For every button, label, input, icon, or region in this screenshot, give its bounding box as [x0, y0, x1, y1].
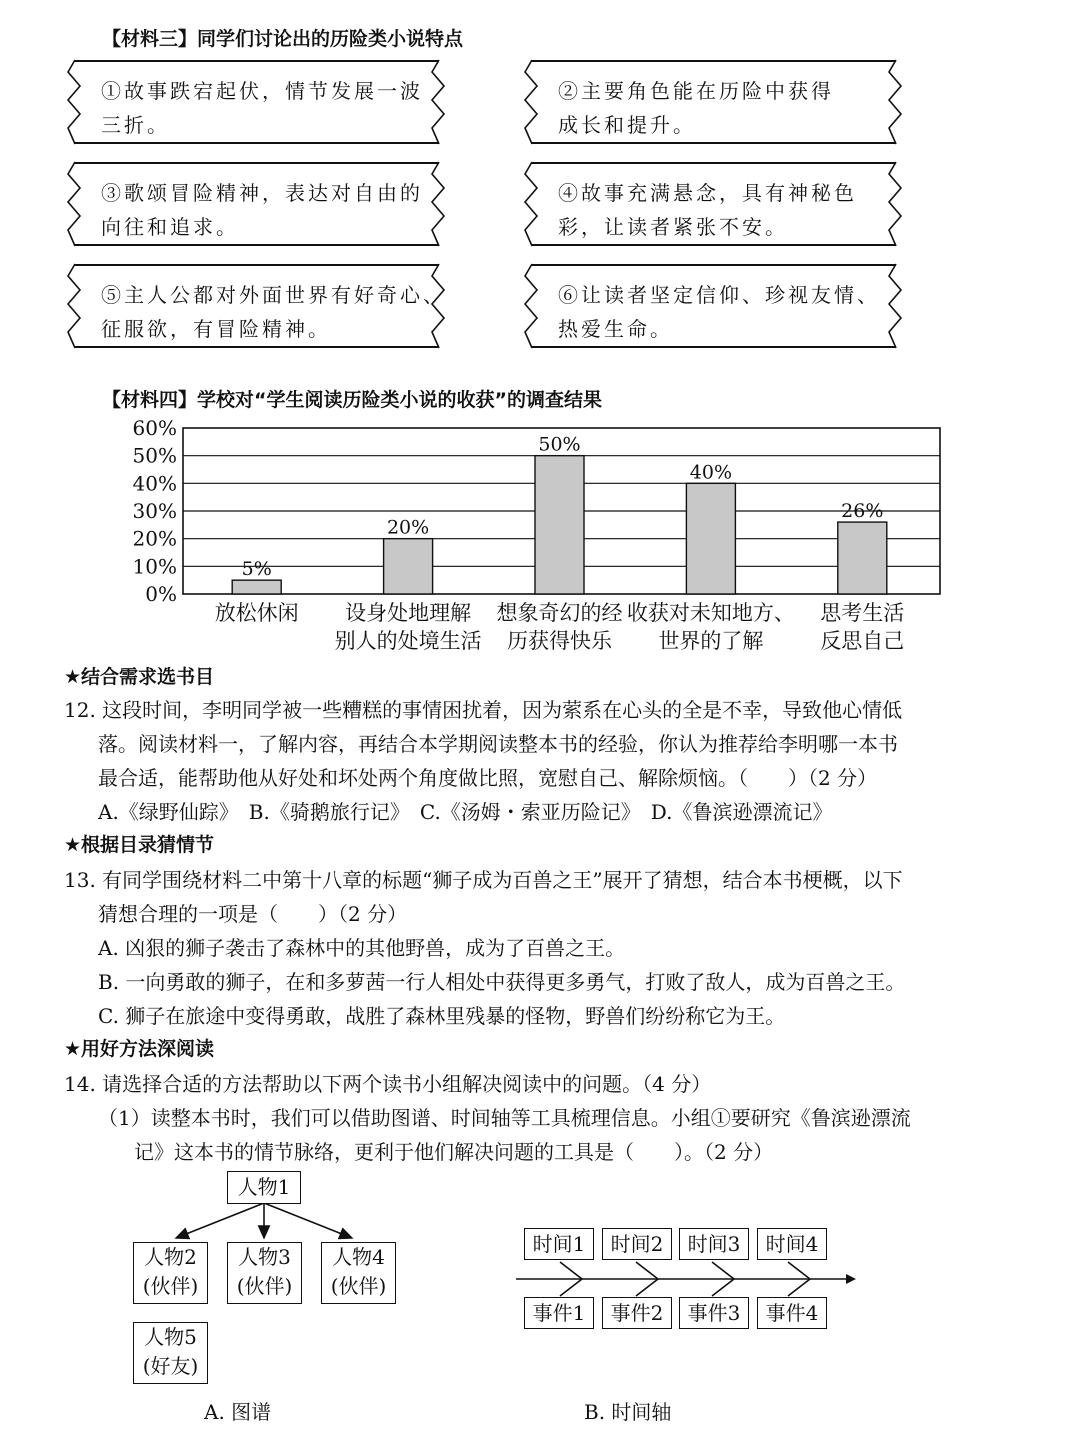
q14-line1: 14. 请选择合适的方法帮助以下两个读书小组解决阅读中的问题。（4 分）	[64, 1072, 712, 1096]
diagram-b-caption: B. 时间轴	[584, 1400, 672, 1424]
q14-sub1-line1: （1）读整本书时，我们可以借助图谱、时间轴等工具梳理信息。小组①要研究《鲁滨逊漂流	[98, 1106, 911, 1130]
x-category-label-line2: 别人的处境生活	[334, 629, 482, 653]
bar-value-label: 20%	[386, 516, 430, 539]
x-category-label: 放松休闲	[214, 601, 299, 625]
feature-card-line1: ①故事跌宕起伏，情节发展一波	[101, 79, 423, 103]
time-box-2: 时间2	[602, 1228, 672, 1260]
q13-line1: 13. 有同学围绕材料二中第十八章的标题“狮子成为百兽之王”展开了猜想，结合本书梗概，以下	[64, 868, 903, 892]
person-2-role: (伙伴)	[142, 1274, 199, 1298]
q13-option-a: A. 凶狠的狮子袭击了森林中的其他野兽，成为了百兽之王。	[98, 936, 626, 960]
bar-value-label: 40%	[689, 461, 733, 484]
material3-heading: 【材料三】同学们讨论出的历险类小说特点	[102, 28, 464, 50]
feature-card-line1: ④故事充满悬念，具有神秘色	[558, 181, 857, 205]
person-2-name: 人物2	[144, 1245, 197, 1269]
feature-card-line1: ⑤主人公都对外面世界有好奇心、	[101, 283, 446, 307]
q13-option-b: B. 一向勇敢的狮子，在和多萝茜一行人相处中获得更多勇气，打败了敌人，成为百兽之王。	[98, 970, 906, 994]
time-box-3: 时间3	[679, 1228, 749, 1260]
q12-options: A.《绿野仙踪》 B.《骑鹅旅行记》 C.《汤姆・索亚历险记》 D.《鲁滨逊漂流记》	[98, 800, 833, 824]
event-box-1: 事件1	[524, 1297, 594, 1329]
feature-card-line2: 征服欲，有冒险精神。	[101, 317, 331, 341]
q12-line2: 落。阅读材料一，了解内容，再结合本学期阅读整本书的经验，你认为推荐给李明哪一本书	[98, 732, 898, 756]
x-category-label: 收获对未知地方、	[626, 601, 795, 625]
person-5-role: (好友)	[142, 1354, 199, 1378]
bar-value-label: 50%	[538, 433, 581, 456]
y-tick-label: 40%	[132, 471, 177, 496]
feature-card-line2: 三折。	[101, 113, 170, 137]
person-3-name: 人物3	[238, 1245, 291, 1269]
section-title-deep-reading: ★用好方法深阅读	[64, 1038, 215, 1060]
feature-card-line2: 彩，让读者紧张不安。	[558, 215, 788, 239]
bar-value-label: 5%	[241, 558, 272, 581]
time-box-1: 时间1	[524, 1228, 594, 1260]
x-category-label: 设身处地理解	[345, 601, 472, 625]
person-4-role: (伙伴)	[330, 1274, 387, 1298]
feature-card-line1: ③歌颂冒险精神，表达对自由的	[101, 181, 423, 205]
y-tick-label: 60%	[132, 416, 177, 440]
section-title-select-books: ★结合需求选书目	[64, 666, 215, 688]
y-tick-label: 10%	[132, 554, 177, 579]
diagram-a-caption: A. 图谱	[204, 1400, 272, 1424]
person-5-name: 人物5	[144, 1325, 197, 1349]
section-title-guess-plot: ★根据目录猜情节	[64, 834, 215, 856]
q13-option-c: C. 狮子在旅途中变得勇敢，战胜了森林里残暴的怪物，野兽们纷纷称它为王。	[98, 1004, 786, 1028]
person-1-box: 人物1	[227, 1171, 301, 1204]
y-tick-label: 30%	[132, 499, 177, 523]
event-box-3: 事件3	[679, 1297, 749, 1329]
x-category-label: 思考生活	[820, 601, 905, 625]
x-category-label-line2: 世界的了解	[658, 629, 764, 653]
bar-value-label: 26%	[841, 500, 884, 523]
y-tick-label: 50%	[132, 443, 177, 468]
person-4-name: 人物4	[332, 1245, 385, 1269]
x-category-label-line2: 历获得快乐	[507, 629, 612, 653]
q12-line3: 最合适，能帮助他从好处和坏处两个角度做比照，宽慰自己、解除烦恼。（ ）（2 分）	[98, 766, 878, 790]
y-tick-label: 0%	[145, 582, 177, 606]
event-box-2: 事件2	[602, 1297, 672, 1329]
event-box-4: 事件4	[757, 1297, 827, 1329]
material4-heading: 【材料四】学校对“学生阅读历险类小说的收获”的调查结果	[102, 389, 602, 411]
x-category-label: 想象奇幻的经	[496, 601, 623, 625]
feature-card-line2: 向往和追求。	[101, 215, 239, 239]
time-box-4: 时间4	[757, 1228, 827, 1260]
x-category-label-line2: 反思自己	[820, 629, 905, 653]
feature-card-line2: 热爱生命。	[558, 317, 673, 341]
y-tick-label: 20%	[132, 526, 177, 551]
person-3-role: (伙伴)	[236, 1274, 293, 1298]
feature-card-line1: ⑥让读者坚定信仰、珍视友情、	[558, 283, 880, 307]
feature-card-line2: 成长和提升。	[558, 113, 696, 137]
feature-card-line1: ②主要角色能在历险中获得	[558, 79, 834, 103]
q13-line2: 猜想合理的一项是（ ）（2 分）	[98, 902, 408, 926]
q12-line1: 12. 这段时间，李明同学被一些糟糕的事情困扰着，因为萦系在心头的全是不幸，导致他心情低	[64, 698, 903, 722]
q14-sub1-line2: 记》这本书的情节脉络，更利于他们解决问题的工具是（ ）。（2 分）	[134, 1140, 774, 1164]
